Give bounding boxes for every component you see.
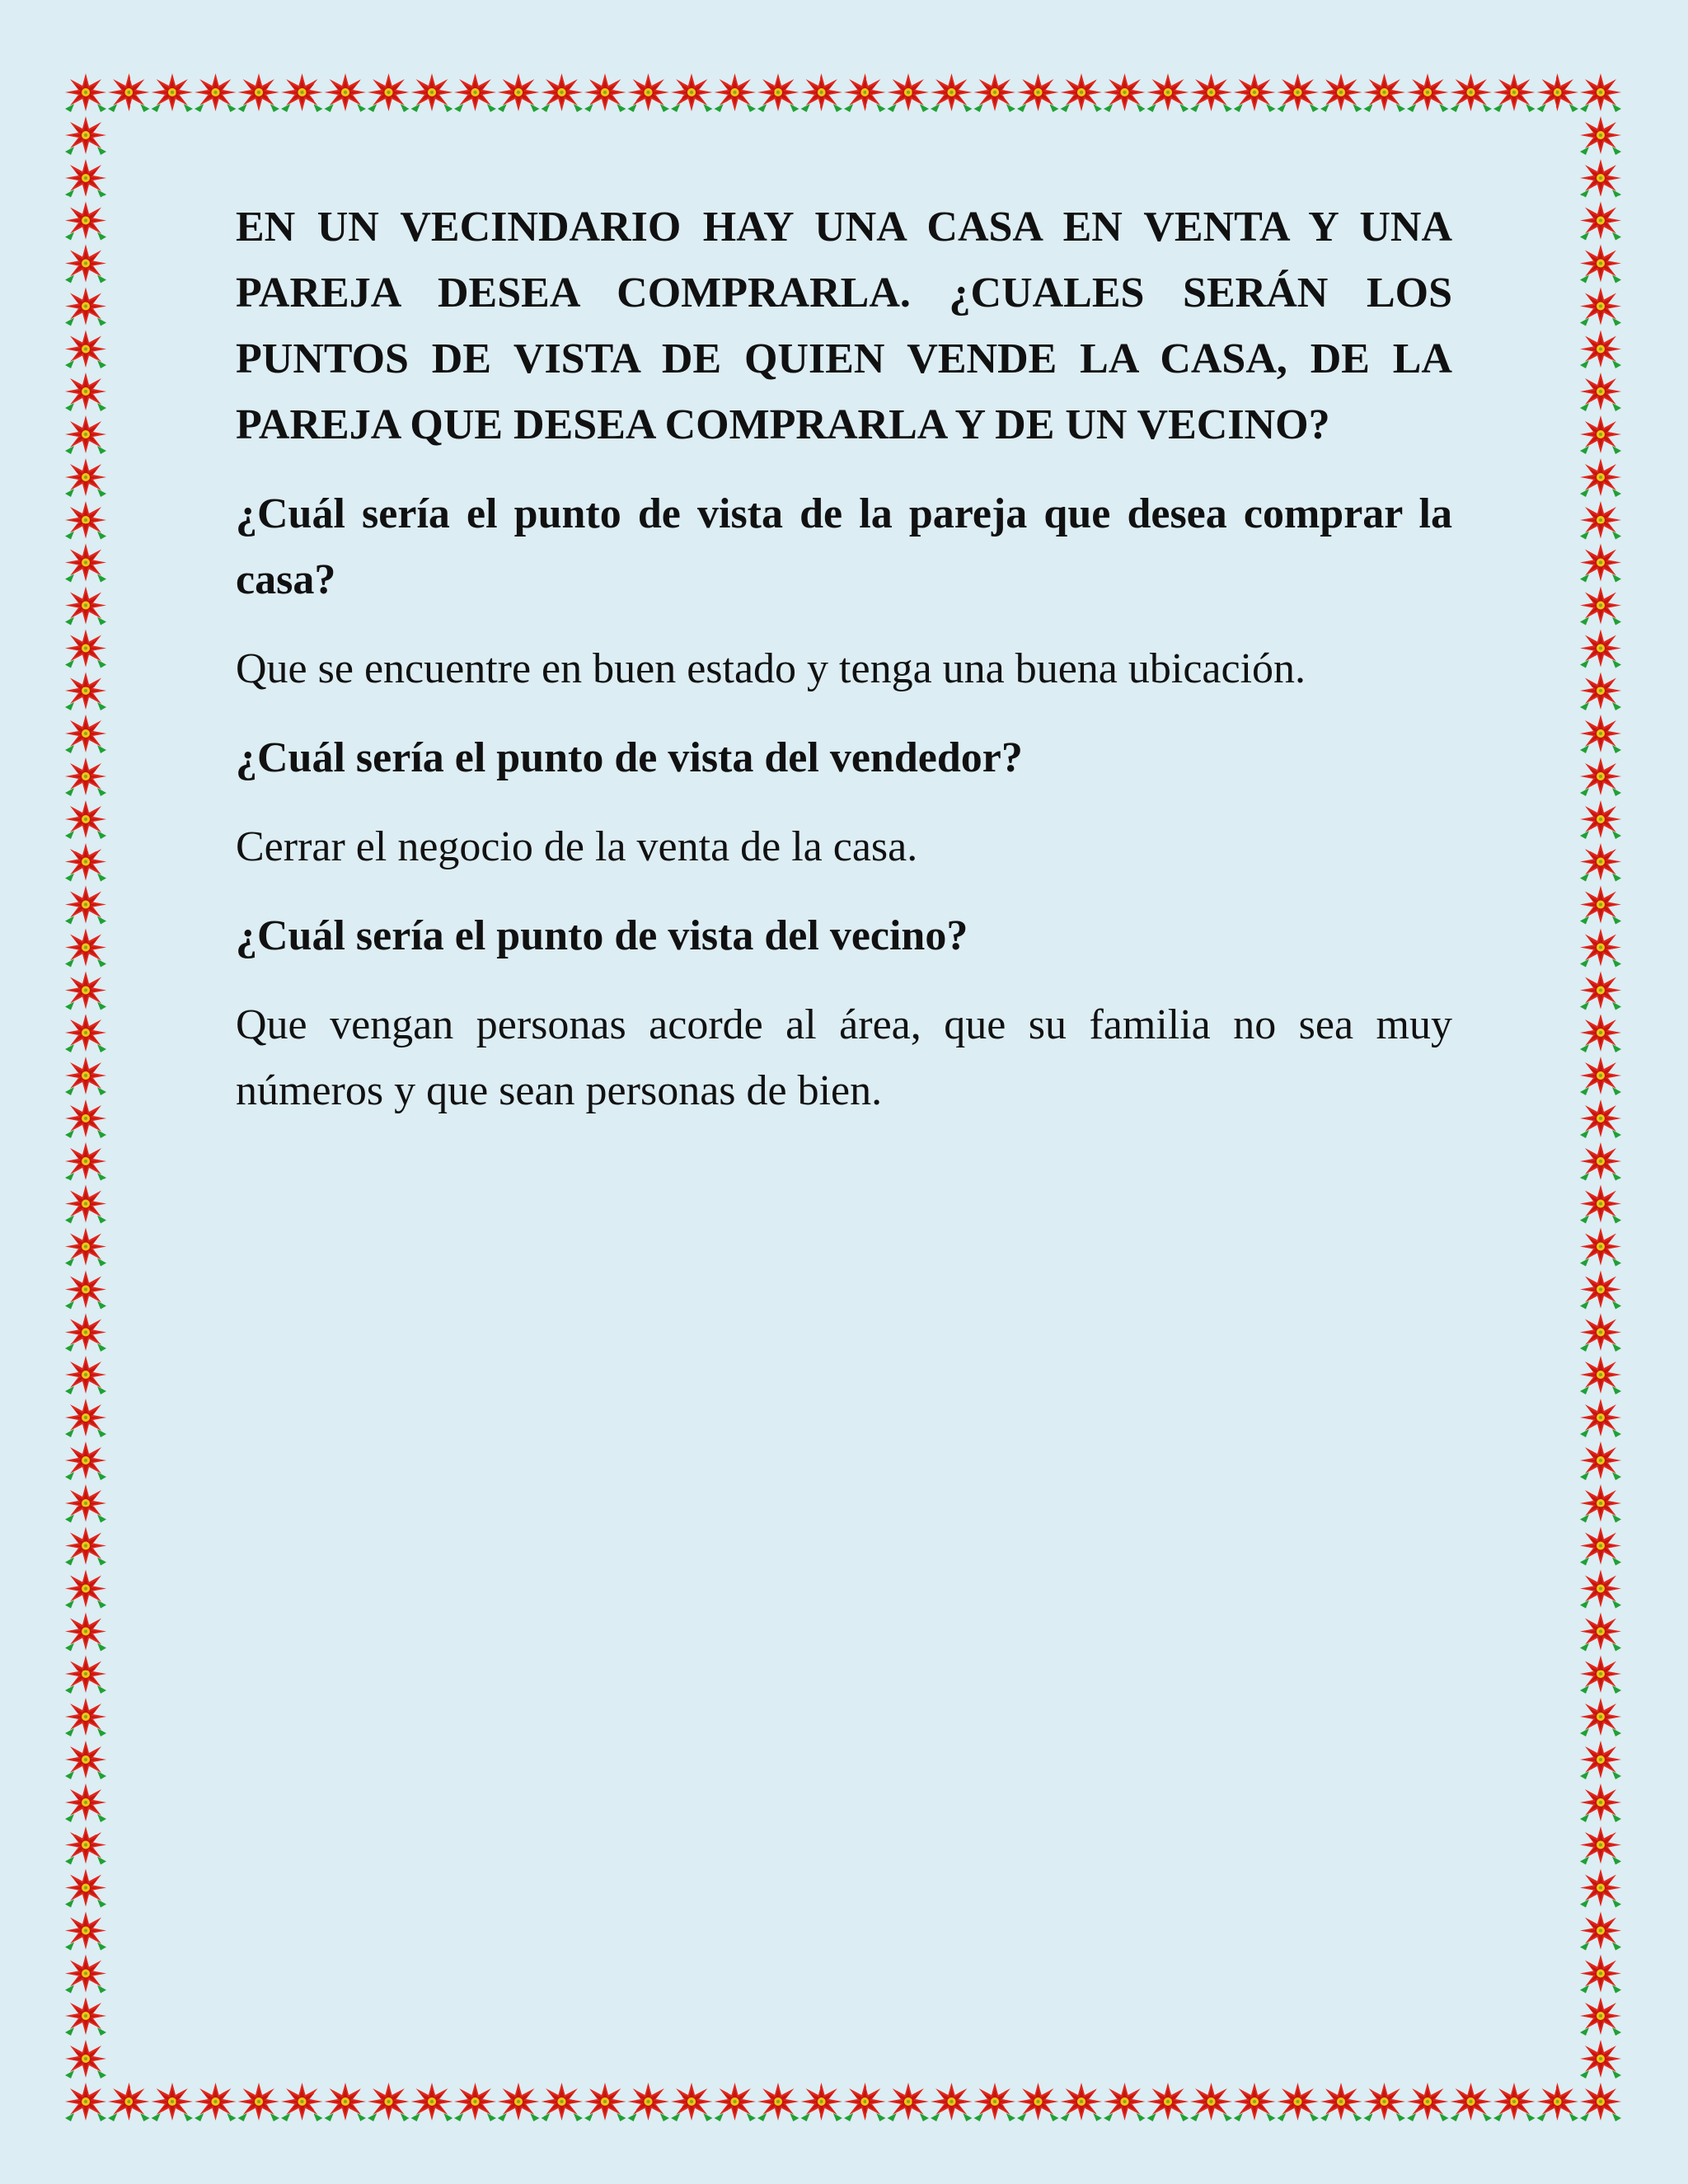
answer-neighbor: Que vengan personas acorde al área, que su familia no sea muy números y que sean personas de bien. bbox=[236, 1001, 1452, 1114]
question-neighbor: ¿Cuál sería el punto de vista del vecino? bbox=[236, 912, 968, 959]
question-seller: ¿Cuál sería el punto de vista del vendedor? bbox=[236, 734, 1023, 781]
question-couple: ¿Cuál sería el punto de vista de la pareja que desea comprar la casa? bbox=[236, 490, 1452, 603]
document-body bbox=[236, 194, 1452, 1124]
answer-couple: Que se encuentre en buen estado y tenga una buena ubicación. bbox=[236, 645, 1306, 692]
intro-paragraph: EN UN VECINDARIO HAY UNA CASA EN VENTA Y UNA PAREJA DESEA COMPRARLA. ¿CUALES SERÁN LOS PUNTOS DE VISTA DE QUIEN VENDE LA CASA, DE LA PAREJA QUE DESEA COMPRARLA Y DE UN VECINO? bbox=[236, 204, 1452, 448]
answer-seller: Cerrar el negocio de la venta de la casa. bbox=[236, 823, 918, 870]
